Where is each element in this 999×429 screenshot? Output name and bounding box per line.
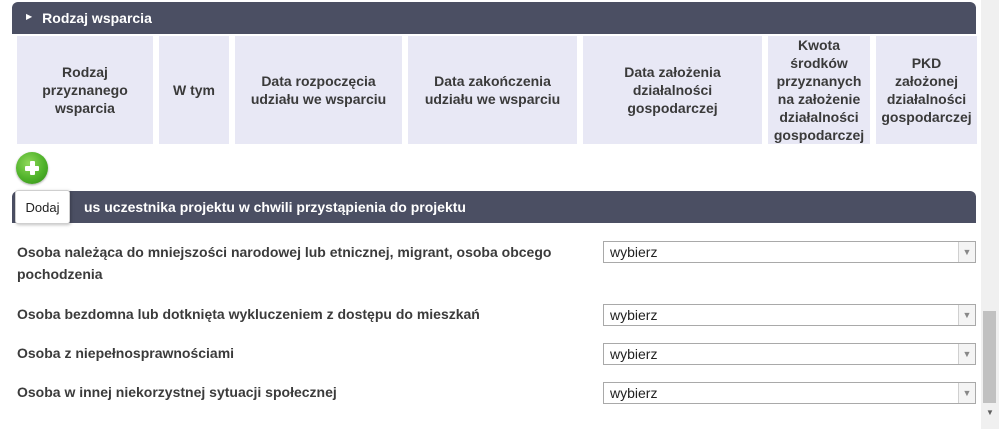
select-value: wybierz	[610, 244, 658, 260]
chevron-down-icon[interactable]: ▼	[958, 305, 975, 325]
section-title: Rodzaj wsparcia	[42, 10, 152, 26]
select-mniejszosc[interactable]	[603, 241, 976, 263]
field-label-bezdomna: Osoba bezdomna lub dotknięta wykluczeniem z dostępu do mieszkań	[17, 306, 480, 322]
select-bezdomna[interactable]	[603, 304, 976, 326]
column-header-data-zakonczenia: Data zakończenia udziału we wsparciu	[408, 36, 577, 144]
select-value: wybierz	[610, 385, 658, 401]
field-label-mniejszosc: Osoba należąca do mniejszości narodowej lub etnicznej, migrant, osoba obcego pochodzenia	[17, 244, 552, 282]
section-header-status-uczestnika[interactable]	[12, 191, 976, 223]
section-title: us uczestnika projektu w chwili przystąpienia do projektu	[84, 199, 466, 215]
field-label-inna-sytuacja: Osoba w innej niekorzystnej sytuacji społecznej	[17, 384, 337, 400]
column-header-pkd: PKD założonej działalności gospodarczej	[876, 36, 977, 144]
select-inna-sytuacja[interactable]	[603, 382, 976, 404]
chevron-down-icon[interactable]: ▼	[958, 242, 975, 262]
select-value: wybierz	[610, 307, 658, 323]
section-header-rodzaj-wsparcia[interactable]	[12, 2, 976, 34]
scrollbar-thumb[interactable]	[983, 311, 996, 403]
chevron-down-icon[interactable]: ▼	[958, 344, 975, 364]
column-header-rodzaj: Rodzaj przyznanego wsparcia	[17, 36, 153, 144]
select-value: wybierz	[610, 346, 658, 362]
column-header-data-rozpoczecia: Data rozpoczęcia udziału we wsparciu	[235, 36, 402, 144]
add-button[interactable]	[16, 152, 48, 184]
field-label-niepelnosprawnosci: Osoba z niepełnosprawnościami	[17, 345, 235, 361]
chevron-down-icon[interactable]: ▼	[958, 383, 975, 403]
select-niepelnosprawnosci[interactable]	[603, 343, 976, 365]
caret-right-icon: ▶	[26, 12, 33, 22]
column-header-data-zalozenia: Data założenia działalności gospodarczej	[583, 36, 762, 144]
add-tooltip: Dodaj	[15, 190, 70, 224]
scroll-down-arrow-icon[interactable]: ▼	[986, 408, 994, 417]
column-header-w-tym: W tym	[159, 36, 229, 144]
column-header-kwota: Kwota środków przyznanych na założenie działalności gospodarczej	[768, 36, 870, 144]
